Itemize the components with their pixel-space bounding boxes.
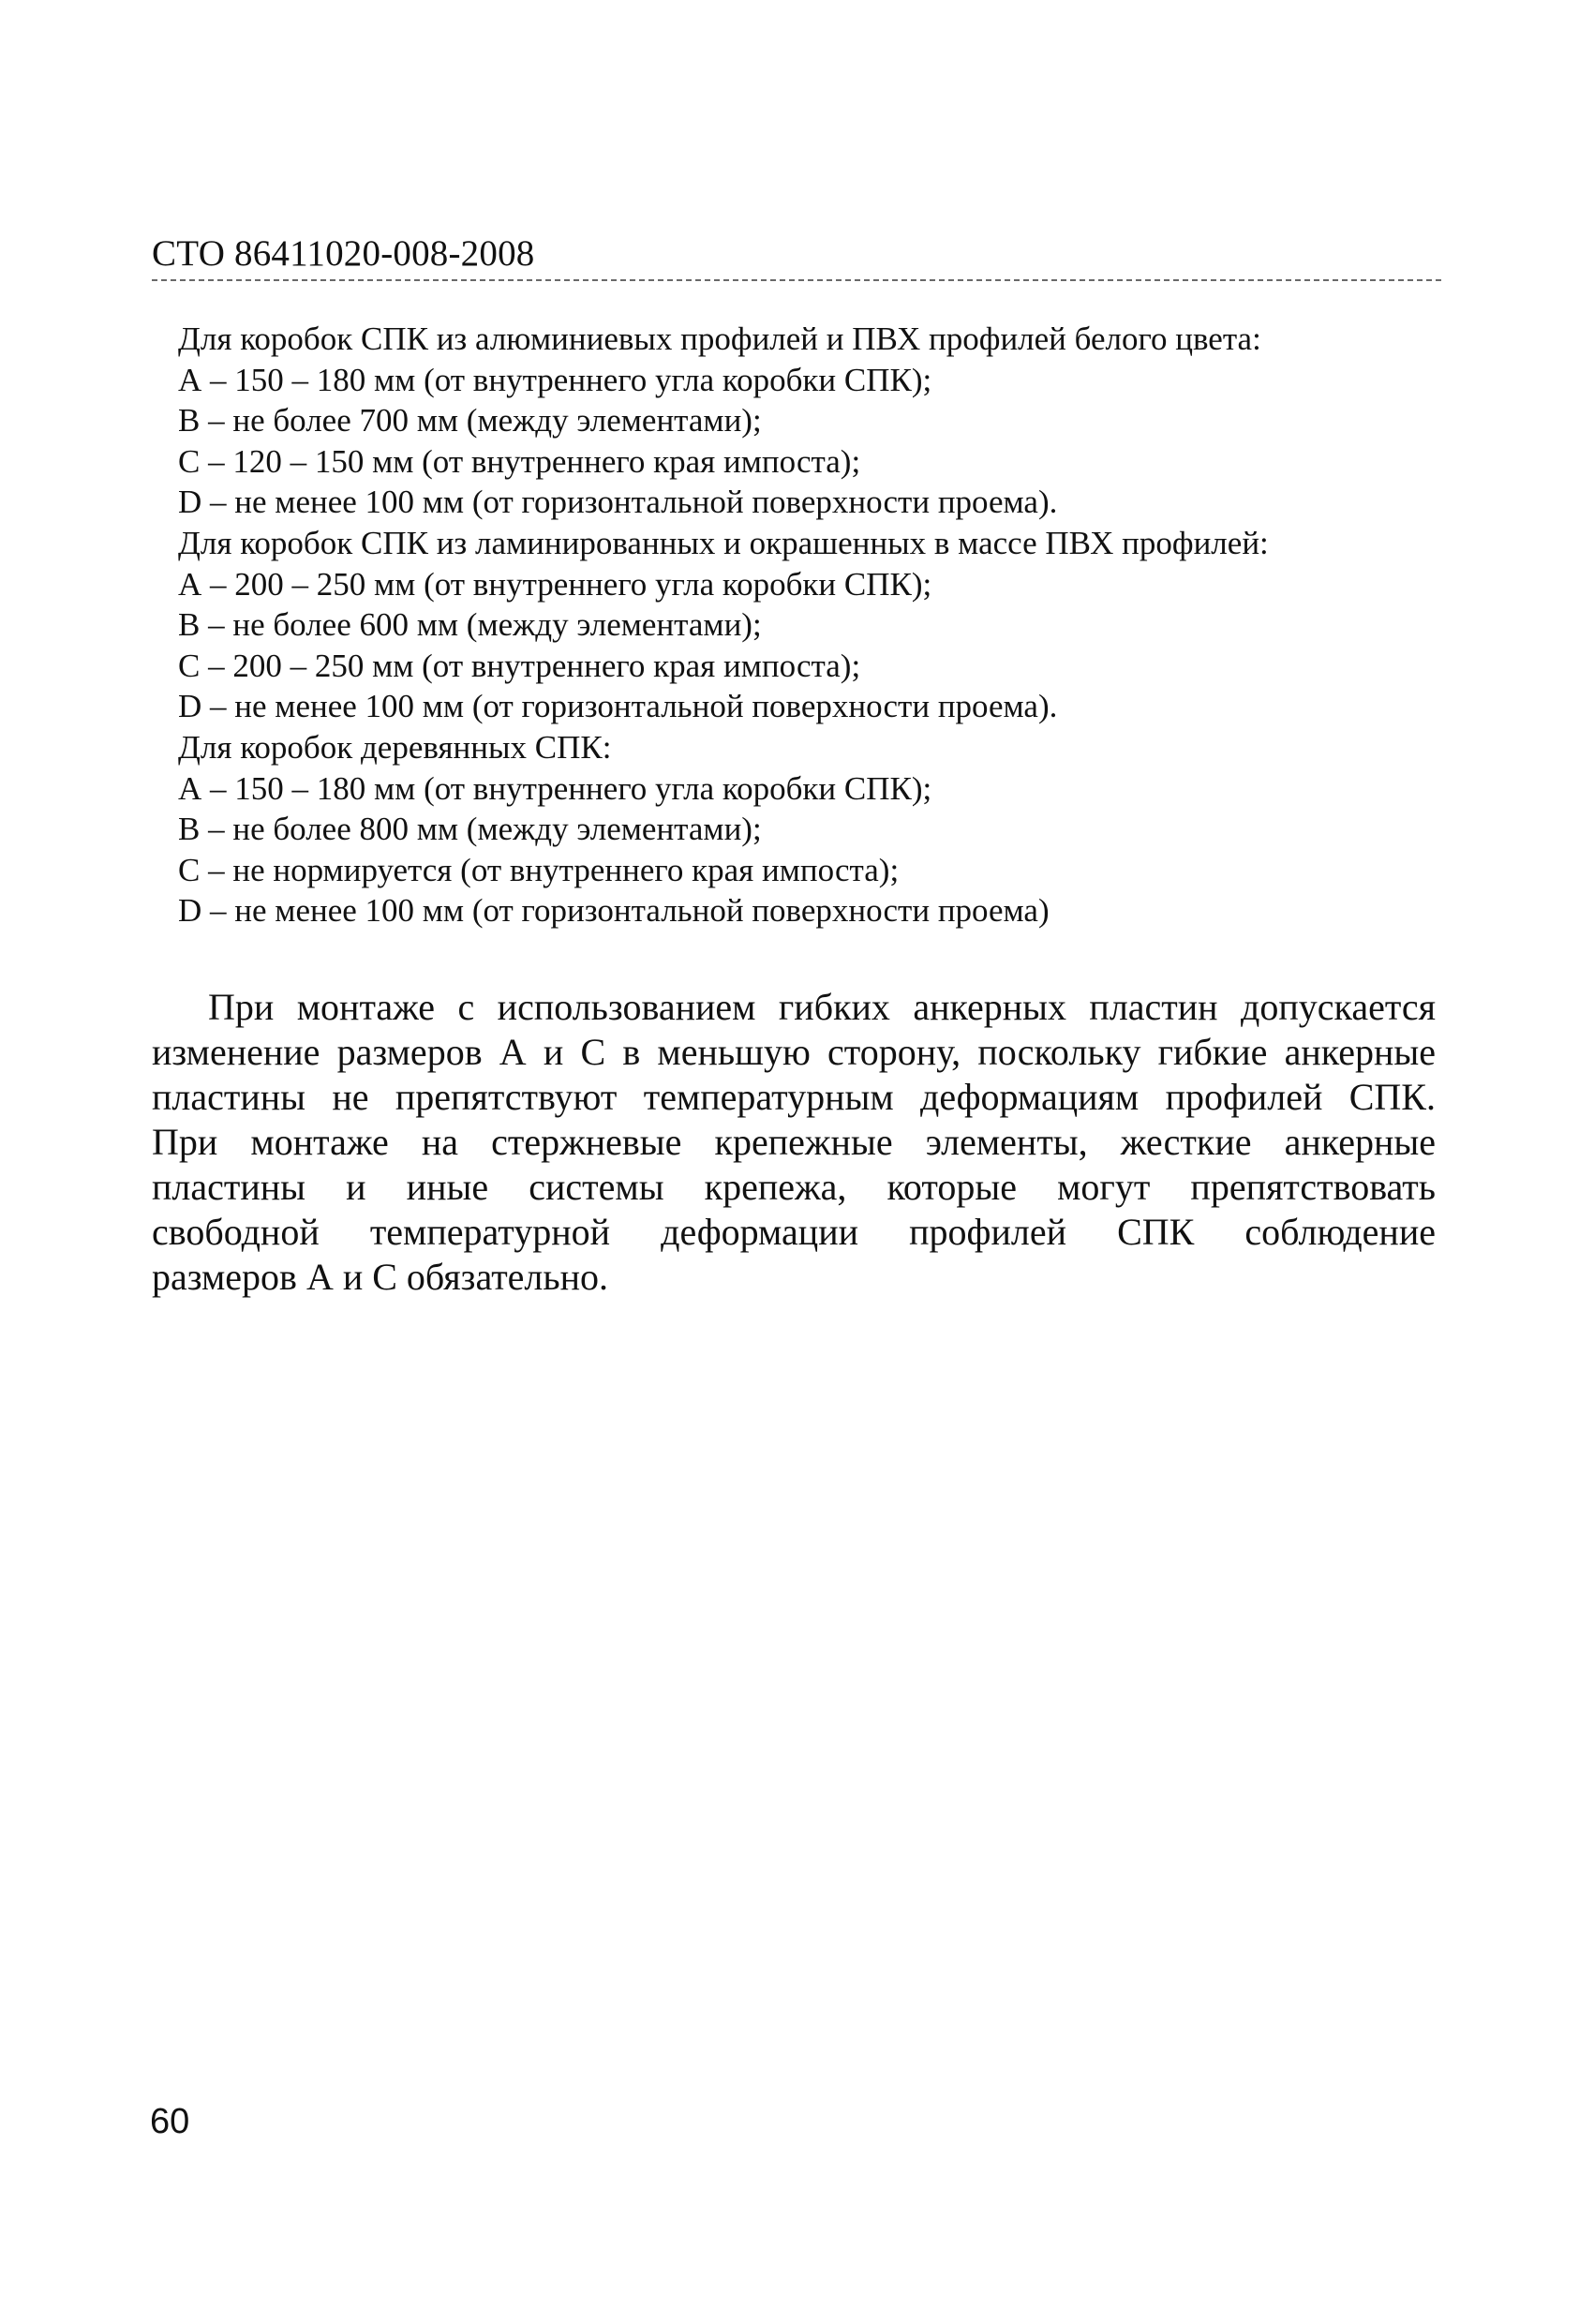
spec-line: D – не менее 100 мм (от горизонтальной поверхности проема) (178, 892, 1050, 930)
spec-group-heading-aluminium-white-pvc: Для коробок СПК из алюминиевых профилей и ПВХ профилей белого цвета: (178, 320, 1261, 357)
mounting-note-paragraph (152, 985, 1436, 1300)
spec-group-heading-laminated-pvc: Для коробок СПК из ламинированных и окрашенных в массе ПВХ профилей: (178, 524, 1269, 561)
spec-line: С – 120 – 150 мм (от внутреннего края импоста); (178, 442, 861, 480)
spec-line: В – не более 800 мм (между элементами); (178, 811, 762, 848)
header-divider (152, 279, 1441, 281)
spec-group-heading-wooden: Для коробок деревянных СПК: (178, 728, 612, 766)
paragraph-line: При монтаже с использованием гибких анкерных пластин допускается (208, 986, 1436, 1028)
spec-line: D – не менее 100 мм (от горизонтальной поверхности проема). (178, 484, 1058, 521)
paragraph-line: пластины не препятствуют температурным деформациям профилей СПК. (152, 1076, 1436, 1118)
paragraph-line: изменение размеров А и С в меньшую сторону, поскольку гибкие анкерные (152, 1031, 1436, 1073)
spec-line: А – 150 – 180 мм (от внутреннего угла коробки СПК); (178, 769, 932, 807)
paragraph-line: свободной температурной деформации профилей СПК соблюдение (152, 1211, 1436, 1253)
spec-line: В – не более 700 мм (между элементами); (178, 402, 762, 439)
spacing-specifications (178, 319, 1434, 931)
paragraph-line: размеров А и С обязательно. (152, 1256, 609, 1298)
spec-line: А – 200 – 250 мм (от внутреннего угла коробки СПК); (178, 565, 932, 603)
document-code-header: СТО 86411020-008-2008 (152, 233, 535, 274)
page-number: 60 (150, 2102, 190, 2141)
paragraph-line: При монтаже на стержневые крепежные элементы, жесткие анкерные (152, 1121, 1436, 1163)
spec-line: А – 150 – 180 мм (от внутреннего угла коробки СПК); (178, 361, 932, 398)
spec-line: С – 200 – 250 мм (от внутреннего края импоста); (178, 647, 861, 684)
spec-line: D – не менее 100 мм (от горизонтальной поверхности проема). (178, 688, 1058, 725)
spec-line: В – не более 600 мм (между элементами); (178, 606, 762, 644)
paragraph-line: пластины и иные системы крепежа, которые могут препятствовать (152, 1166, 1436, 1208)
spec-line: С – не нормируется (от внутреннего края импоста); (178, 851, 900, 888)
